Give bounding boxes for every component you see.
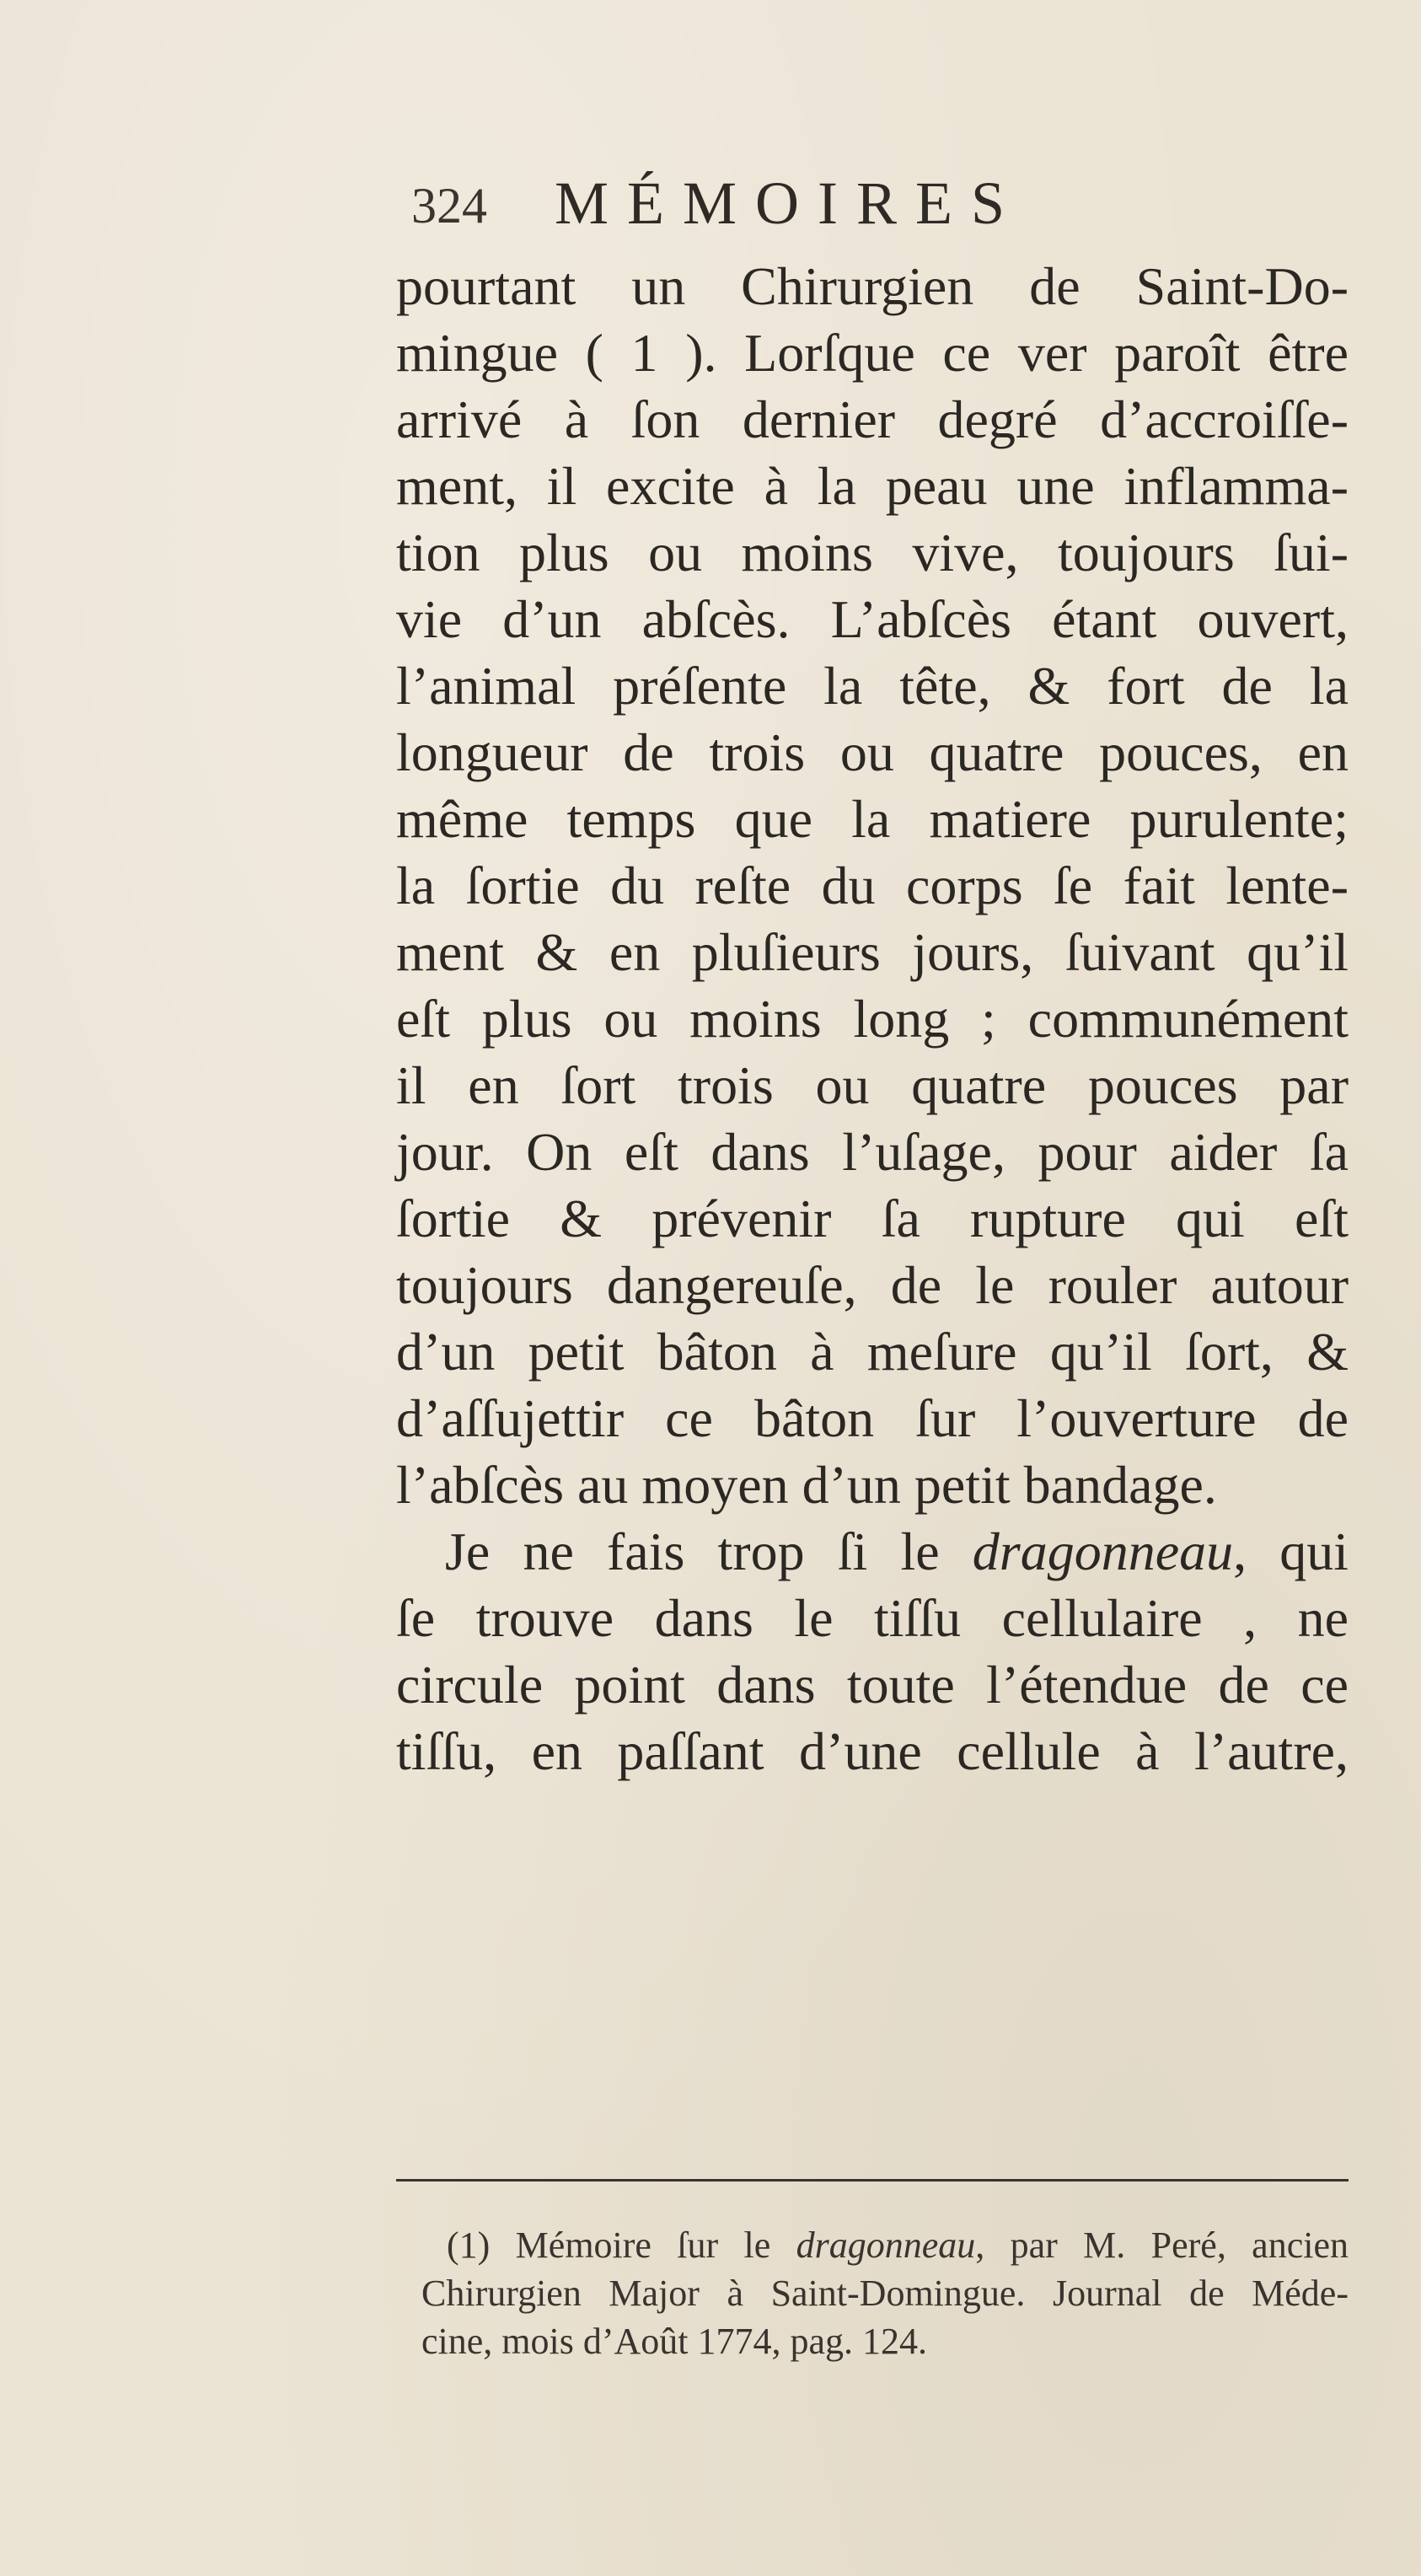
text-line: tiſſu, en paſſant d’une cellule à l’autre,: [396, 1721, 1349, 1781]
text-line: ment, il excite à la peau une inflamma-: [396, 456, 1349, 516]
text-line: il en ſort trois ou quatre pouces par: [396, 1055, 1349, 1115]
text-line: longueur de trois ou quatre pouces, en: [396, 722, 1349, 782]
text-line: tion plus ou moins vive, toujours ſui-: [396, 523, 1349, 582]
text-line: la ſortie du reſte du corps ſe fait lente-: [396, 856, 1349, 915]
text-line: d’un petit bâton à meſure qu’il ſort, &: [396, 1322, 1349, 1382]
text-line: pourtant un Chirurgien de Saint-Do-: [396, 256, 1349, 316]
footnote: [421, 2221, 1349, 2365]
paragraph-2-first-line: [396, 1518, 1349, 1585]
text-run: , par M. Peré, ancien: [975, 2224, 1349, 2266]
text-line: ment & en pluſieurs jours, ſuivant qu’il: [396, 922, 1349, 982]
footnote-line: [421, 2221, 1349, 2269]
text-line: eſt plus ou moins long ; communément: [396, 989, 1349, 1049]
text-line: ſortie & prévenir ſa rupture qui eſt: [396, 1189, 1349, 1248]
text-line: toujours dangereuſe, de le rouler autour: [396, 1255, 1349, 1315]
text-line: d’aſſujettir ce bâton ſur l’ouverture de: [396, 1388, 1349, 1448]
italic-term: dragonneau: [972, 1521, 1234, 1581]
text-line: l’animal préſente la tête, & fort de la: [396, 656, 1349, 716]
text-run: , qui: [1233, 1521, 1349, 1581]
text-run: Mémoire ſur le: [490, 2224, 796, 2266]
footnote-rule: [396, 2179, 1349, 2182]
italic-term: dragonneau: [796, 2224, 976, 2266]
text-run: Je ne fais trop ſi le: [445, 1521, 973, 1581]
footnote-marker: (1): [447, 2224, 491, 2266]
text-line: l’abſcès au moyen d’un petit bandage.: [396, 1455, 1217, 1515]
footnote-line: Chirurgien Major à Saint-Domingue. Journal de Méde-: [421, 2273, 1349, 2314]
text-line: mingue ( 1 ). Lorſque ce ver paroît être: [396, 323, 1349, 383]
text-line: ſe trouve dans le tiſſu cellulaire , ne: [396, 1588, 1349, 1648]
text-line: jour. On eſt dans l’uſage, pour aider ſa: [396, 1122, 1349, 1182]
text-line: arrivé à ſon dernier degré d’accroiſſe-: [396, 389, 1349, 449]
running-head: MÉMOIRES: [555, 169, 1024, 237]
text-line: circule point dans toute l’étendue de ce: [396, 1655, 1349, 1715]
page-header: [411, 169, 1421, 244]
text-line: vie d’un abſcès. L’abſcès étant ouvert,: [396, 589, 1349, 649]
text-line: même temps que la matiere purulente;: [396, 789, 1349, 849]
page-number: 324: [411, 178, 487, 233]
main-text: [396, 253, 1349, 1784]
footnote-line: cine, mois d’Août 1774, pag. 124.: [421, 2321, 928, 2362]
